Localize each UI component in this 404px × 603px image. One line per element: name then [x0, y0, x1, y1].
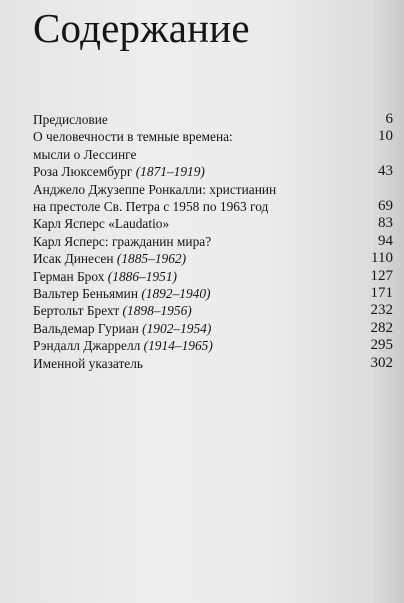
toc-entry-text: О человечности в темные времена: [33, 129, 233, 145]
toc-entry-text: Рэндалл Джаррелл [33, 338, 144, 354]
toc-entry-title [33, 163, 393, 180]
toc-entry-title [33, 111, 393, 128]
toc-entry-text: Вальтер Беньямин [33, 286, 142, 302]
toc-page-number: 83 [378, 215, 393, 232]
table-of-contents [33, 111, 393, 372]
toc-entry-text: мысли о Лессинге [33, 146, 137, 162]
toc-entry[interactable] [33, 285, 393, 302]
toc-entry-years: (1898–1956) [122, 303, 192, 319]
toc-page-number: 302 [370, 354, 393, 371]
toc-page-number: 110 [371, 250, 393, 267]
toc-page-number: 171 [370, 285, 393, 302]
toc-entry[interactable] [33, 163, 393, 180]
toc-entry-years: (1892–1940) [141, 286, 211, 302]
toc-entry-title [33, 215, 393, 232]
toc-page-number: 10 [378, 128, 393, 145]
toc-entry-text: Бертольт Брехт [33, 303, 123, 319]
toc-page-number: 94 [378, 232, 393, 249]
toc-entry-title [33, 198, 393, 215]
toc-page-number: 127 [370, 267, 393, 284]
toc-entry[interactable] [33, 111, 393, 128]
toc-entry[interactable] [33, 355, 393, 372]
toc-entry[interactable] [33, 337, 393, 354]
toc-entry-text: Герман Брох [33, 268, 108, 284]
toc-entry-title [33, 250, 393, 267]
toc-entry[interactable] [33, 233, 393, 250]
toc-entry-years: (1871–1919) [135, 164, 205, 180]
page-title: Содержание [33, 5, 250, 51]
toc-entry[interactable] [33, 302, 393, 319]
toc-entry-text: Карл Ясперс: гражданин мира? [33, 233, 212, 249]
toc-entry-years: (1902–1954) [142, 320, 212, 336]
toc-page-number: 232 [370, 302, 393, 319]
toc-entry[interactable] [33, 215, 393, 232]
toc-page-number: 282 [370, 319, 393, 336]
toc-entry-text: Роза Люксембург [33, 164, 136, 180]
toc-entry-text: Анджело Джузеппе Ронкалли: христианин [33, 181, 277, 197]
toc-entry-title [33, 320, 393, 337]
toc-entry-title [33, 181, 393, 198]
toc-entry-title [33, 128, 393, 145]
toc-entry-title [33, 233, 393, 250]
toc-entry[interactable] [33, 128, 393, 163]
toc-page-number: 295 [370, 337, 393, 354]
toc-page-number: 43 [378, 163, 393, 180]
toc-entry-text: Предисловие [33, 112, 108, 127]
toc-entry-title [33, 285, 393, 302]
toc-entry-years: (1886–1951) [107, 268, 177, 284]
toc-entry-title [33, 146, 393, 163]
toc-entry-years: (1885–1962) [116, 251, 187, 267]
toc-entry-text: на престоле Св. Петра с 1958 по 1963 год [33, 199, 269, 215]
toc-entry-title [33, 268, 393, 285]
toc-entry-title [33, 302, 393, 319]
toc-entry[interactable] [33, 268, 393, 285]
toc-page-number: 6 [385, 111, 393, 127]
toc-entry-years: (1914–1965) [143, 338, 213, 354]
toc-entry-text: Исак Динесен [33, 251, 117, 267]
toc-entry-title [33, 337, 393, 354]
toc-entry[interactable] [33, 320, 393, 337]
toc-entry[interactable] [33, 250, 393, 267]
toc-page-number: 69 [378, 198, 393, 215]
toc-entry-text: Вальдемар Гуриан [33, 320, 143, 336]
toc-entry[interactable] [33, 181, 393, 216]
toc-entry-text: Именной указатель [33, 355, 144, 371]
toc-entry-text: Карл Ясперс «Laudatio» [33, 216, 170, 232]
toc-entry-title [33, 355, 393, 372]
